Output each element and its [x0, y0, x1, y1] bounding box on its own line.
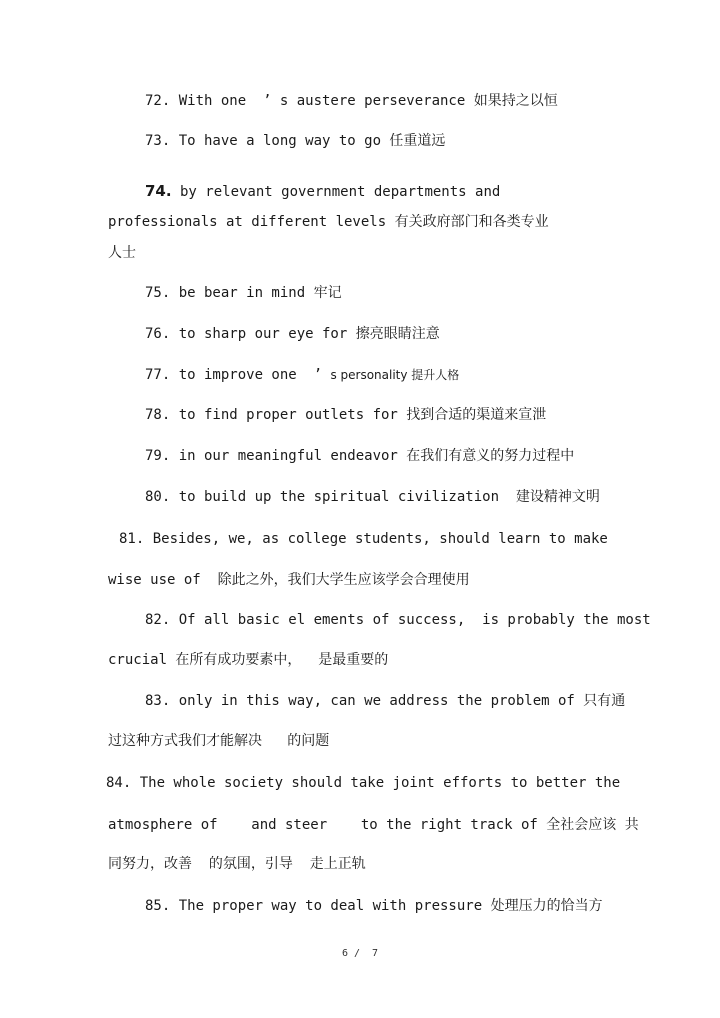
entry-81-second-line: wise use of 除此之外，我们大学生应该学会合理使用 [108, 572, 470, 588]
entry-85: 85. The proper way to deal with pressure 处理压力的恰当方 [145, 898, 603, 914]
entry-77 [145, 366, 459, 384]
entry-75: 75. be bear in mind 牢记 [145, 285, 342, 301]
entry-74-third-line: 人士 [108, 245, 136, 261]
entry-81-first-line: 81. Besides, we, as college students, should learn to make [119, 531, 608, 547]
entry-84-first-line: 84. The whole society should take joint efforts to better the [106, 775, 621, 791]
entry-76: 76. to sharp our eye for 擦亮眼睛注意 [145, 326, 440, 342]
entry-72: 72. With one ’ s austere perseverance 如果持之以恒 [145, 93, 558, 109]
entry-74-second-line: professionals at different levels 有关政府部门和各类专业 [108, 214, 549, 230]
entry-73: 73. To have a long way to go 任重道远 [145, 133, 446, 149]
entry-82-first-line: 82. Of all basic el ements of success, is probably the most [145, 612, 651, 628]
entry-77-text-b: s personality 提升人格 [330, 368, 460, 382]
entry-80: 80. to build up the spiritual civilization 建设精神文明 [145, 489, 600, 505]
entry-74-first-line [145, 182, 500, 201]
entry-83-second-line: 过这种方式我们才能解决 的问题 [108, 733, 330, 749]
page-indicator: 6 / 7 [341, 948, 379, 959]
entry-79: 79. in our meaningful endeavor 在我们有意义的努力过程中 [145, 448, 575, 464]
entry-83-first-line: 83. only in this way, can we address the problem of 只有通 [145, 693, 626, 709]
entry-77-text-a: 77. to improve one ’ [145, 367, 323, 383]
entry-74-text: by relevant government departments and [171, 184, 501, 200]
entry-84-third-line: 同努力，改善 的氛围，引导 走上正轨 [108, 856, 366, 872]
entry-78: 78. to find proper outlets for 找到合适的渠道来宣泄 [145, 407, 547, 423]
entry-84-second-line: atmosphere of and steer to the right track of 全社会应该 共 [108, 817, 639, 833]
entry-82-second-line: crucial 在所有成功要素中， 是最重要的 [108, 652, 389, 668]
entry-74-number: 74. [145, 182, 172, 200]
